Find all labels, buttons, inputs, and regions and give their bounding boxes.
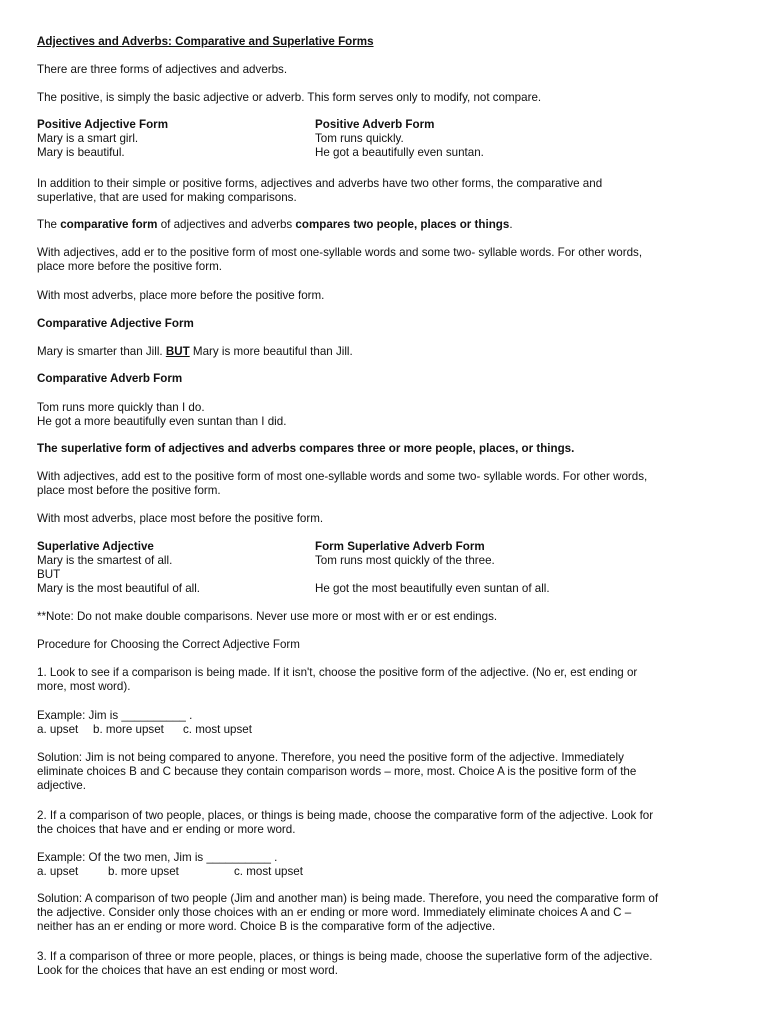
comparative-adjective-heading: Comparative Adjective Form [37, 317, 194, 330]
superlative-adjective-rule: With adjectives, add est to the positive form of most one-syllable words and some two- syllable words. For other words, [37, 470, 648, 483]
bold-term: compares two people, places or things [295, 218, 510, 231]
positive-definition: The positive, is simply the basic adjective or adverb. This form serves only to modify, not compare. [37, 91, 542, 104]
example-1-choice-a: a. upset [37, 723, 79, 736]
positive-adjective-header: Positive Adjective Form [37, 118, 169, 131]
superlative-adjective-example: Mary is the smartest of all. [37, 554, 173, 567]
positive-adjective-example: Mary is beautiful. [37, 146, 125, 159]
superlative-adjective-example: Mary is the most beautiful of all. [37, 582, 201, 595]
example-2-choice-b: b. more upset [108, 865, 179, 878]
step-2-text: the choices that have and er ending or more word. [37, 823, 296, 836]
comparative-adverb-example: Tom runs more quickly than I do. [37, 401, 205, 414]
superlative-definition: The superlative form of adjectives and adverbs compares three or more people, places, or things. [37, 442, 575, 455]
comparative-adverb-example: He got a more beautifully even suntan than I did. [37, 415, 287, 428]
positive-adverb-header: Positive Adverb Form [315, 118, 435, 131]
text-run: of adjectives and adverbs [157, 218, 296, 231]
example-1-prompt: Example: Jim is __________ . [37, 709, 193, 722]
example-2-prompt: Example: Of the two men, Jim is __________ . [37, 851, 278, 864]
solution-1-text: eliminate choices B and C because they contain comparison words – more, most. Choice A is the positive form of the [37, 765, 637, 778]
step-3-text: 3. If a comparison of three or more people, places, or things is being made, choose the superlative form of the adjective. [37, 950, 653, 963]
procedure-title: Procedure for Choosing the Correct Adjective Form [37, 638, 300, 651]
page-title: Adjectives and Adverbs: Comparative and Superlative Forms [37, 35, 374, 48]
comparative-definition [37, 218, 513, 232]
superlative-adverb-rule: With most adverbs, place most before the positive form. [37, 512, 324, 525]
superlative-adverb-header: Form Superlative Adverb Form [315, 540, 485, 553]
text-run: . [509, 218, 513, 231]
solution-1-text: adjective. [37, 779, 86, 792]
superlative-adverb-example: Tom runs most quickly of the three. [315, 554, 495, 567]
comparative-adjective-rule: With adjectives, add er to the positive form of most one-syllable words and some two- syllable words. For other words, [37, 246, 643, 259]
solution-2-text: neither has an er ending or more word. Choice B is the comparative form of the adjective. [37, 920, 496, 933]
superlative-adverb-example: He got the most beautifully even suntan of all. [315, 582, 550, 595]
comparative-adverb-heading: Comparative Adverb Form [37, 372, 183, 385]
example-2-choice-c: c. most upset [234, 865, 303, 878]
text-run: Mary is more beautiful than Jill. [189, 345, 353, 358]
note-text: **Note: Do not make double comparisons. Never use more or most with er or est endings. [37, 610, 498, 623]
step-1-text: more, most word). [37, 680, 131, 693]
example-2-choice-a: a. upset [37, 865, 79, 878]
solution-2-text: the adjective. Consider only those choices with an er ending or more word. Immediately eliminate choices A and C – [37, 906, 632, 919]
example-1-choice-c: c. most upset [183, 723, 252, 736]
solution-1-text: Solution: Jim is not being compared to anyone. Therefore, you need the positive form of the adjective. Immediately [37, 751, 624, 764]
solution-2-text: Solution: A comparison of two people (Jim and another man) is being made. Therefore, you need the comparative form of [37, 892, 659, 905]
example-1-choice-b: b. more upset [93, 723, 164, 736]
step-2-text: 2. If a comparison of two people, places, or things is being made, choose the comparative form of the adjective. Look for [37, 809, 654, 822]
positive-adverb-example: He got a beautifully even suntan. [315, 146, 484, 159]
step-3-text: Look for the choices that have an est ending or most word. [37, 964, 338, 977]
superlative-adjective-rule: place most before the positive form. [37, 484, 221, 497]
step-1-text: 1. Look to see if a comparison is being made. If it isn't, choose the positive form of the adjective. (No er, est ending or [37, 666, 638, 679]
addition-paragraph: superlative, that are used for making comparisons. [37, 191, 297, 204]
addition-paragraph: In addition to their simple or positive forms, adjectives and adverbs have two other forms, the comparative and [37, 177, 603, 190]
text-run: Mary is smarter than Jill. [37, 345, 166, 358]
superlative-but-label: BUT [37, 568, 61, 581]
comparative-adverb-rule: With most adverbs, place more before the positive form. [37, 289, 325, 302]
but-emphasis: BUT [165, 345, 190, 358]
bold-term: comparative form [60, 218, 158, 231]
comparative-adjective-example [37, 345, 353, 359]
text-run: The [37, 218, 61, 231]
superlative-adjective-header: Superlative Adjective [37, 540, 154, 553]
comparative-adjective-rule: place more before the positive form. [37, 260, 222, 273]
positive-adverb-example: Tom runs quickly. [315, 132, 404, 145]
intro-text: There are three forms of adjectives and adverbs. [37, 63, 288, 76]
positive-adjective-example: Mary is a smart girl. [37, 132, 139, 145]
